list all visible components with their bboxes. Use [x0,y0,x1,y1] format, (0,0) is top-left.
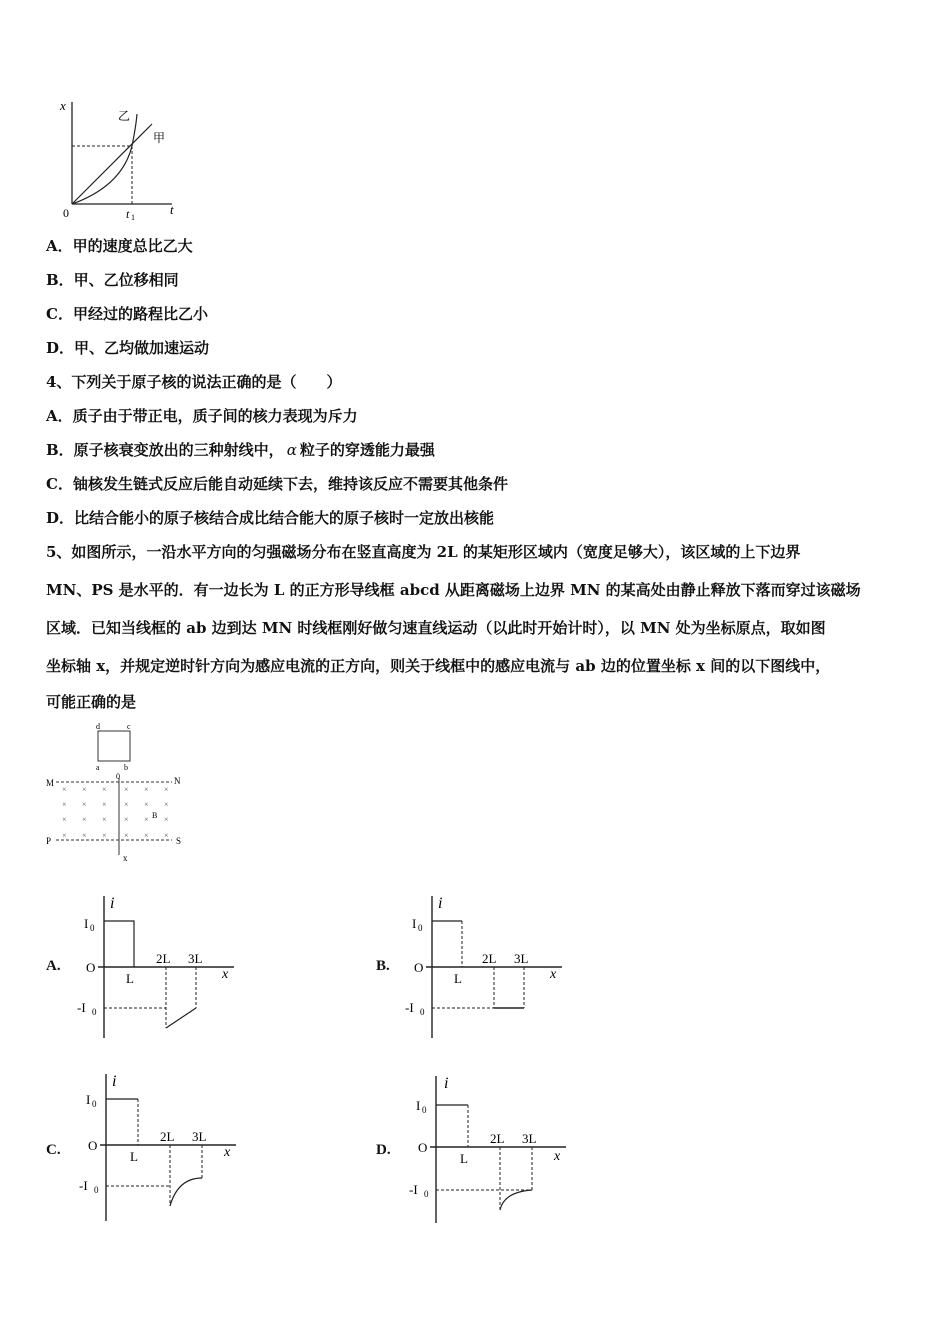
field-cross: × [144,831,149,840]
field-cross: × [124,831,129,840]
q3-option-d: D．甲、乙均做加速运动 [46,339,210,357]
graph-c-label: C. [46,1142,61,1158]
xt-graph [52,96,192,226]
graph-c-3l: 3L [192,1129,207,1144]
q5-line-1: 5、如图所示，一沿水平方向的匀强磁场分布在竖直高度为 2L 的某矩形区域内（宽度足够大），该区域的上下边界 [46,543,801,561]
corner-d: d [96,722,100,731]
label-s: S [176,836,182,846]
label-b-field: B [152,811,158,820]
graph-a-l: L [126,971,134,986]
field-cross: × [124,785,129,794]
yi-curve [72,114,137,204]
graph-d-neg-i0-sub: 0 [424,1189,429,1199]
label-x: x [123,853,128,863]
q3-option-a: A．甲的速度总比乙大 [46,237,193,255]
field-cross: × [164,800,169,809]
graph-a-neg-i0-sub: 0 [92,1007,97,1017]
graph-d-i: i [444,1075,449,1092]
field-cross: × [62,785,67,794]
graph-c-neg-i0-sub: 0 [94,1185,99,1195]
field-cross: × [62,800,67,809]
label-p: P [46,836,52,846]
graph-b-label: B. [376,958,390,974]
graph-d-neg-curve [500,1190,532,1210]
field-cross: × [164,815,169,824]
y-axis-label: x [60,98,66,113]
t1-label: t [126,207,130,221]
corner-c: c [127,722,131,731]
graph-c-i0-sub: 0 [92,1099,97,1109]
graph-a-label: A. [46,958,61,974]
graph-d-x: x [554,1149,561,1164]
graph-a-2l: 2L [156,951,171,966]
field-cross: × [144,785,149,794]
field-cross: × [82,815,87,824]
graph-c [78,1066,248,1226]
field-cross: × [82,831,87,840]
graph-a-i0-sub: 0 [90,923,95,933]
q4-stem: 4、下列关于原子核的说法正确的是（ ） [46,373,342,391]
graph-c-o: O [88,1138,98,1153]
graph-b-l: L [454,971,462,986]
field-cross: × [102,831,107,840]
graph-a-neg-segment [166,1008,196,1028]
graph-d-label: D. [376,1142,391,1158]
graph-b-i: i [438,895,443,912]
x-axis-label: t [170,202,174,217]
graph-d-i0: I [416,1098,421,1113]
graph-a-i0: I [84,916,89,931]
label-n: N [174,776,181,786]
field-cross: × [164,785,169,794]
field-cross: × [144,815,149,824]
label-m: M [46,778,55,788]
graph-a-i: i [110,895,115,912]
field-cross: × [102,785,107,794]
graph-a-pos-segment [104,921,134,967]
graph-b-2l: 2L [482,951,497,966]
field-cross: × [82,785,87,794]
field-cross: × [82,800,87,809]
graph-c-neg-i0: -I [79,1178,88,1193]
q5-line-2: MN、PS 是水平的．有一边长为 L 的正方形导线框 abcd 从距离磁场上边界 MN 的某高处由静止释放下落而穿过该磁场 [46,581,861,599]
graph-b-3l: 3L [514,951,529,966]
graph-c-neg-curve [170,1178,202,1206]
field-cross: × [124,815,129,824]
graph-d-l: L [460,1151,468,1166]
graph-c-l: L [130,1149,138,1164]
q3-option-c: C．甲经过的路程比乙小 [46,305,208,323]
field-cross: × [62,831,67,840]
graph-b-neg-i0: -I [405,1000,414,1015]
graph-d-neg-i0: -I [409,1182,418,1197]
field-cross: × [62,815,67,824]
q5-line-4: 坐标轴 x，并规定逆时针方向为感应电流的正方向，则关于线框中的感应电流与 ab 边的位置坐标 x 间的以下图线中， [46,657,831,675]
field-cross: × [102,800,107,809]
q4-option-d: D．比结合能小的原子核结合成比结合能大的原子核时一定放出核能 [46,509,495,527]
q4-option-a: A．质子由于带正电，质子间的核力表现为斥力 [46,407,358,425]
wire-frame [98,731,130,761]
graph-a-3l: 3L [188,951,203,966]
graph-d-i0-sub: 0 [422,1105,427,1115]
field-cross: × [102,815,107,824]
q4-option-c: C．铀核发生链式反应后能自动延续下去，维持该反应不需要其他条件 [46,475,508,493]
graph-b-i0: I [412,916,417,931]
graph-b-i0-sub: 0 [418,923,423,933]
field-cross: × [144,800,149,809]
q4-option-b-text: B．原子核衰变放出的三种射线中， [46,441,284,459]
q3-option-b: B．甲、乙位移相同 [46,271,179,289]
graph-d [408,1068,578,1228]
alpha-symbol: α [286,441,297,459]
q4-option-b-tail: 粒子的穿透能力最强 [299,441,435,459]
graph-b-x: x [550,967,557,982]
jia-line [72,124,152,204]
graph-c-i0: I [86,1092,91,1107]
field-cross: × [164,831,169,840]
graph-c-i: i [112,1073,117,1090]
graph-b-o: O [414,960,424,975]
graph-c-2l: 2L [160,1129,175,1144]
graph-a-x: x [222,967,229,982]
q5-line-3: 区域．已知当线框的 ab 边到达 MN 时线框刚好做匀速直线运动（以此时开始计时），以 MN 处为坐标原点，取如图 [46,619,826,637]
label-origin: 0 [116,772,120,781]
yi-label: 乙 [118,109,131,123]
graph-d-3l: 3L [522,1131,537,1146]
graph-c-x: x [224,1145,231,1160]
graph-a-o: O [86,960,96,975]
graph-b [404,888,574,1043]
field-cross: × [124,800,129,809]
graph-d-o: O [418,1140,428,1155]
corner-b: b [124,763,128,772]
graph-b-neg-i0-sub: 0 [420,1007,425,1017]
t1-sub: 1 [131,213,135,222]
corner-a: a [96,763,100,772]
jia-label: 甲 [153,131,166,145]
q5-line-5: 可能正确的是 [46,693,137,711]
q4-option-b [46,440,435,460]
origin-label: 0 [63,206,69,220]
field-figure [44,720,194,865]
graph-a-neg-i0: -I [77,1000,86,1015]
graph-d-2l: 2L [490,1131,505,1146]
graph-a [76,888,246,1043]
